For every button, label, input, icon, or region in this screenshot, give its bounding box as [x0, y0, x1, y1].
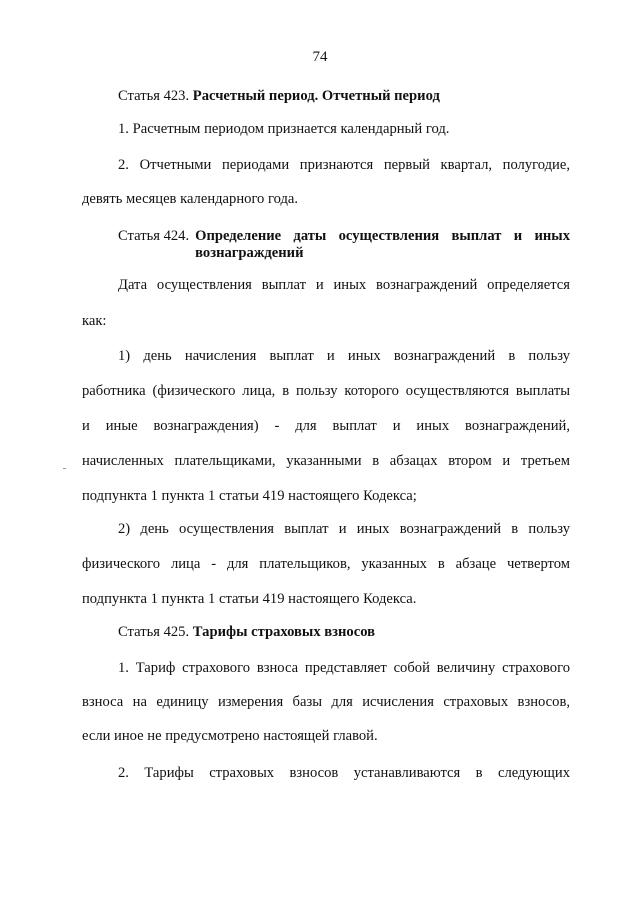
- text-line: 1. Тариф страхового взноса представляет собой величину страхового: [118, 660, 570, 676]
- text-line: Дата осуществления выплат и иных вознаграждений определяется: [118, 277, 570, 293]
- text-line: подпункта 1 пункта 1 статьи 419 настоящего Кодекса;: [82, 488, 417, 504]
- text-line: работника (физического лица, в пользу которого осуществляются выплаты: [82, 383, 570, 399]
- article-423-title: Расчетный период. Отчетный период: [192, 88, 440, 104]
- article-425-prefix: Статья 425.: [118, 624, 190, 640]
- text-line: как:: [82, 313, 107, 329]
- article-423-prefix: Статья 423.: [118, 88, 190, 104]
- text-line: начисленных плательщиками, указанными в абзацах втором и третьем: [82, 453, 570, 469]
- text-line: 2) день осуществления выплат и иных вознаграждений в пользу: [118, 521, 570, 537]
- text-line: 1) день начисления выплат и иных вознаграждений в пользу: [118, 348, 570, 364]
- article-424-prefix: Статья 424.: [118, 228, 190, 244]
- text-line: и иные вознаграждения) - для выплат и иных вознаграждений,: [82, 418, 570, 434]
- text-line: подпункта 1 пункта 1 статьи 419 настоящего Кодекса.: [82, 591, 417, 607]
- text-line: взноса на единицу измерения базы для исчисления страховых взносов,: [82, 694, 570, 710]
- page-number: 74: [312, 49, 328, 65]
- margin-mark: [63, 468, 66, 469]
- article-423-heading: [82, 88, 570, 105]
- text-line: 1. Расчетным периодом признается календарный год.: [118, 121, 450, 137]
- text-line: 2. Тарифы страховых взносов устанавливаются в следующих: [118, 765, 570, 781]
- article-424-title: Определение даты осуществления выплат и иных вознаграждений: [195, 228, 570, 261]
- text-line: девять месяцев календарного года.: [82, 191, 299, 207]
- article-425-title: Тарифы страховых взносов: [192, 624, 376, 640]
- text-line: 2. Отчетными периодами признаются первый квартал, полугодие,: [118, 157, 570, 173]
- text-line: физического лица - для плательщиков, указанных в абзаце четвертом: [82, 556, 570, 572]
- article-425-heading: [82, 624, 570, 641]
- text-line: если иное не предусмотрено настоящей главой.: [82, 728, 378, 744]
- article-424-heading: [82, 228, 570, 262]
